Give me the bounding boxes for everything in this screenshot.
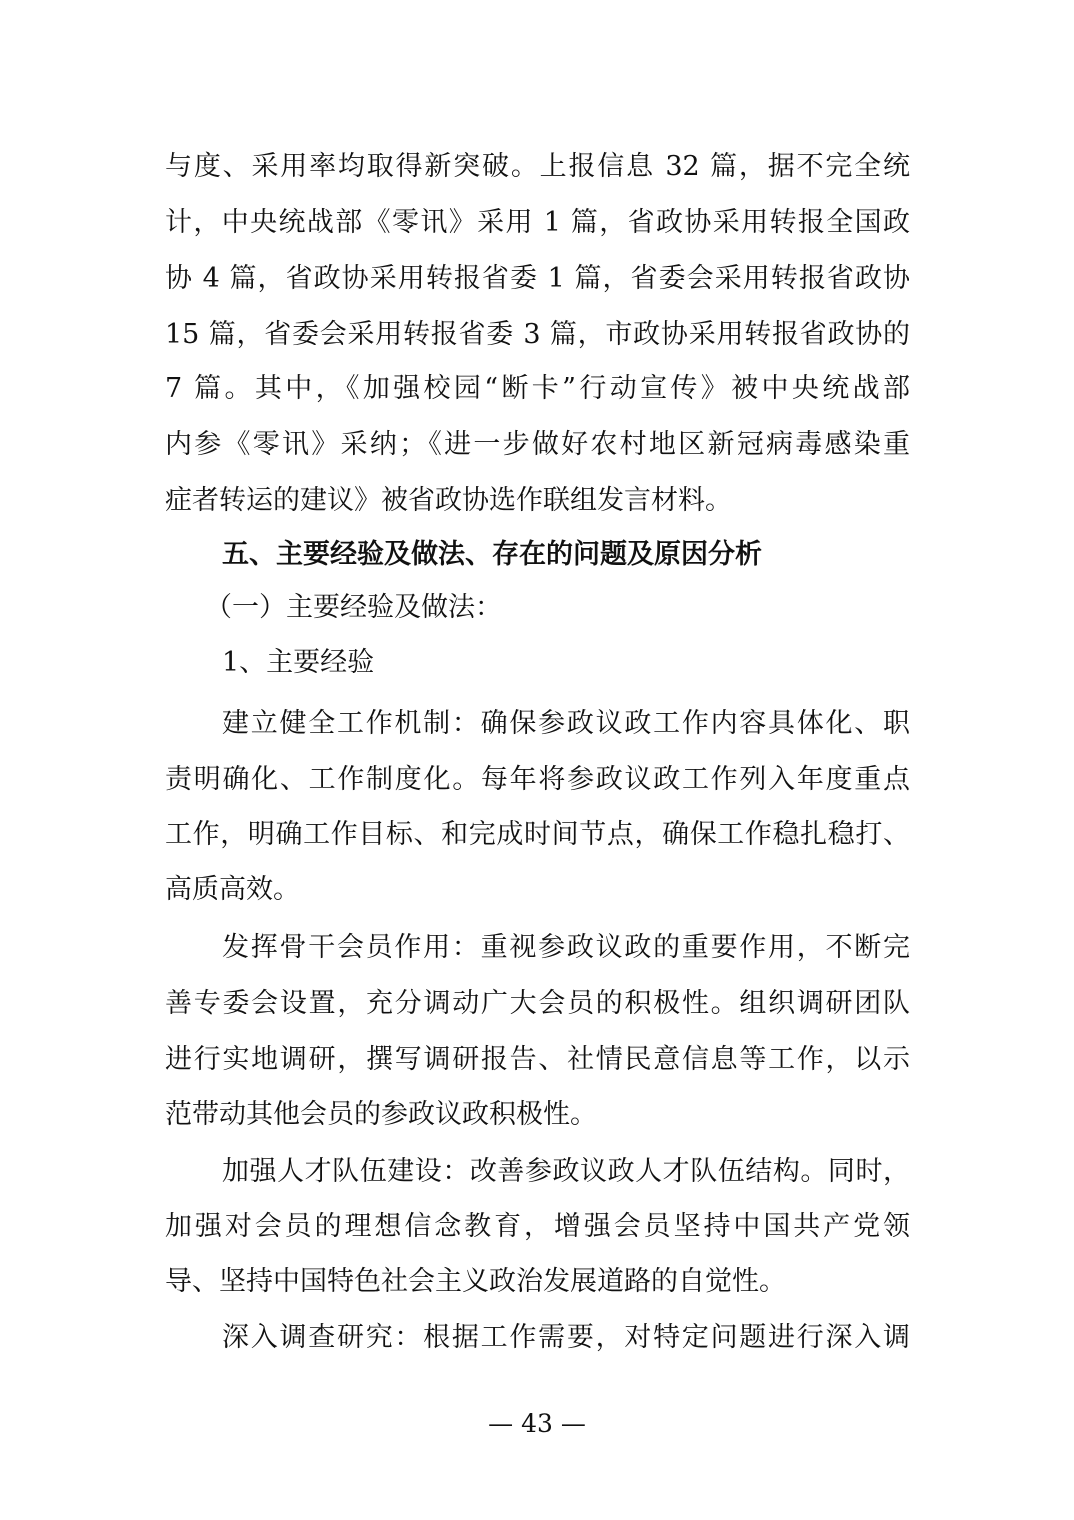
paragraph-line: 7 篇。其中，《加强校园“断卡”行动宣传》被中央统战部 bbox=[165, 373, 910, 404]
paragraph-line: 工作，明确工作目标、和完成时间节点，确保工作稳扎稳打、 bbox=[165, 819, 910, 850]
paragraph-line: 加强对会员的理想信念教育，增强会员坚持中国共产党领 bbox=[165, 1211, 910, 1242]
paragraph-line: 协 4 篇，省政协采用转报省委 1 篇，省委会采用转报省政协 bbox=[165, 263, 910, 294]
paragraph-line: 15 篇，省委会采用转报省委 3 篇，市政协采用转报省政协的 bbox=[165, 319, 910, 350]
page-number: — 43 — bbox=[488, 1409, 586, 1438]
subheading: （一）主要经验及做法： bbox=[205, 592, 502, 623]
section-heading: 五、主要经验及做法、存在的问题及原因分析 bbox=[222, 539, 762, 570]
paragraph-line: 善专委会设置，充分调动广大会员的积极性。组织调研团队 bbox=[165, 988, 910, 1019]
paragraph-line: 内参《零讯》采纳；《进一步做好农村地区新冠病毒感染重 bbox=[165, 429, 910, 460]
paragraph-line: 计，中央统战部《零讯》采用 1 篇，省政协采用转报全国政 bbox=[165, 207, 910, 238]
paragraph-line: 加强人才队伍建设：改善参政议政人才队伍结构。同时， bbox=[222, 1156, 910, 1187]
paragraph-line: 深入调查研究：根据工作需要，对特定问题进行深入调 bbox=[222, 1322, 910, 1353]
paragraph-line: 导、坚持中国特色社会主义政治发展道路的自觉性。 bbox=[165, 1266, 786, 1297]
paragraph-line: 建立健全工作机制：确保参政议政工作内容具体化、职 bbox=[222, 708, 910, 739]
paragraph-line: 进行实地调研，撰写调研报告、社情民意信息等工作，以示 bbox=[165, 1044, 910, 1075]
paragraph-line: 发挥骨干会员作用：重视参政议政的重要作用，不断完 bbox=[222, 932, 910, 963]
subheading: 1、主要经验 bbox=[222, 647, 375, 678]
paragraph-line: 高质高效。 bbox=[165, 874, 300, 905]
paragraph-line: 与度、采用率均取得新突破。上报信息 32 篇，据不完全统 bbox=[165, 151, 910, 182]
paragraph-line: 范带动其他会员的参政议政积极性。 bbox=[165, 1099, 597, 1130]
paragraph-line: 症者转运的建议》被省政协选作联组发言材料。 bbox=[165, 485, 732, 516]
paragraph-line: 责明确化、工作制度化。每年将参政议政工作列入年度重点 bbox=[165, 764, 910, 795]
